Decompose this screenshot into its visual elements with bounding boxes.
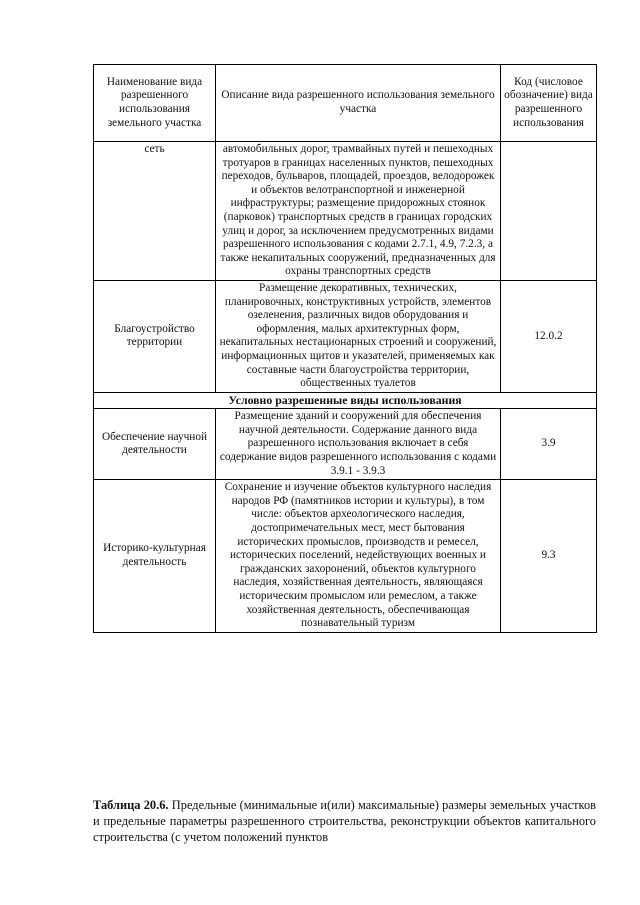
row-code: [501, 142, 597, 281]
table-row: [94, 409, 597, 480]
table-caption: [93, 797, 596, 846]
row-name: Обеспечение научной деятельности: [94, 409, 216, 480]
row-description: Размещение декоративных, технических, планировочных, конструктивных устройств, элементов озеленения, различных видов оборудования и оформления, малых архитектурных форм, некапитальных нестационарных строений и сооружений, информационных щитов и указателей, применяемых как составные части благоустройства территории, общественных туалетов: [216, 280, 501, 392]
header-description: Описание вида разрешенного использования земельного участка: [216, 65, 501, 142]
caption-text: Предельные (минимальные и(или) максимальные) размеры земельных участков и предельные параметры разрешенного строительства, реконструкции объектов капитального строительства (с учетом положений пунктов: [93, 798, 596, 845]
table-row: [94, 480, 597, 633]
row-name: сеть: [94, 142, 216, 281]
land-use-table: [93, 64, 597, 633]
section-title: Условно разрешенные виды использования: [94, 392, 597, 409]
row-code: 12.0.2: [501, 280, 597, 392]
row-code: 9.3: [501, 480, 597, 633]
table-header-row: [94, 65, 597, 142]
header-code: Код (числовое обозначение) вида разрешенного использования: [501, 65, 597, 142]
table-row: [94, 280, 597, 392]
table-row: [94, 142, 597, 281]
row-description: автомобильных дорог, трамвайных путей и пешеходных тротуаров в границах населенных пунктов, пешеходных переходов, бульваров, площадей, проездов, велодорожек и объектов велотранспортной и инженерной инфраструктуры; размещение придорожных стоянок (парковок) транспортных средств в границах городских улиц и дорог, за исключением предусмотренных видами разрешенного использования с кодами 2.7.1, 4.9, 7.2.3, а также некапитальных сооружений, предназначенных для охраны транспортных средств: [216, 142, 501, 281]
section-row: [94, 392, 597, 409]
row-name: Благоустройство территории: [94, 280, 216, 392]
row-description: Размещение зданий и сооружений для обеспечения научной деятельности. Содержание данного вида разрешенного использования включает в себя содержание видов разрешенного использования с кодами 3.9.1 - 3.9.3: [216, 409, 501, 480]
row-description: Сохранение и изучение объектов культурного наследия народов РФ (памятников истории и культуры), в том числе: объектов археологического наследия, достопримечательных мест, мест бытования исторических промыслов, производств и ремесел, исторических поселений, недействующих военных и гражданских захоронений, объектов культурного наследия, хозяйственная деятельность, являющаяся историческим промыслом или ремеслом, а также хозяйственная деятельность, обеспечивающая познавательный туризм: [216, 480, 501, 633]
row-code: 3.9: [501, 409, 597, 480]
row-name: Историко-культурная деятельность: [94, 480, 216, 633]
caption-label: Таблица 20.6.: [93, 798, 169, 812]
header-name: Наименование вида разрешенного использования земельного участка: [94, 65, 216, 142]
